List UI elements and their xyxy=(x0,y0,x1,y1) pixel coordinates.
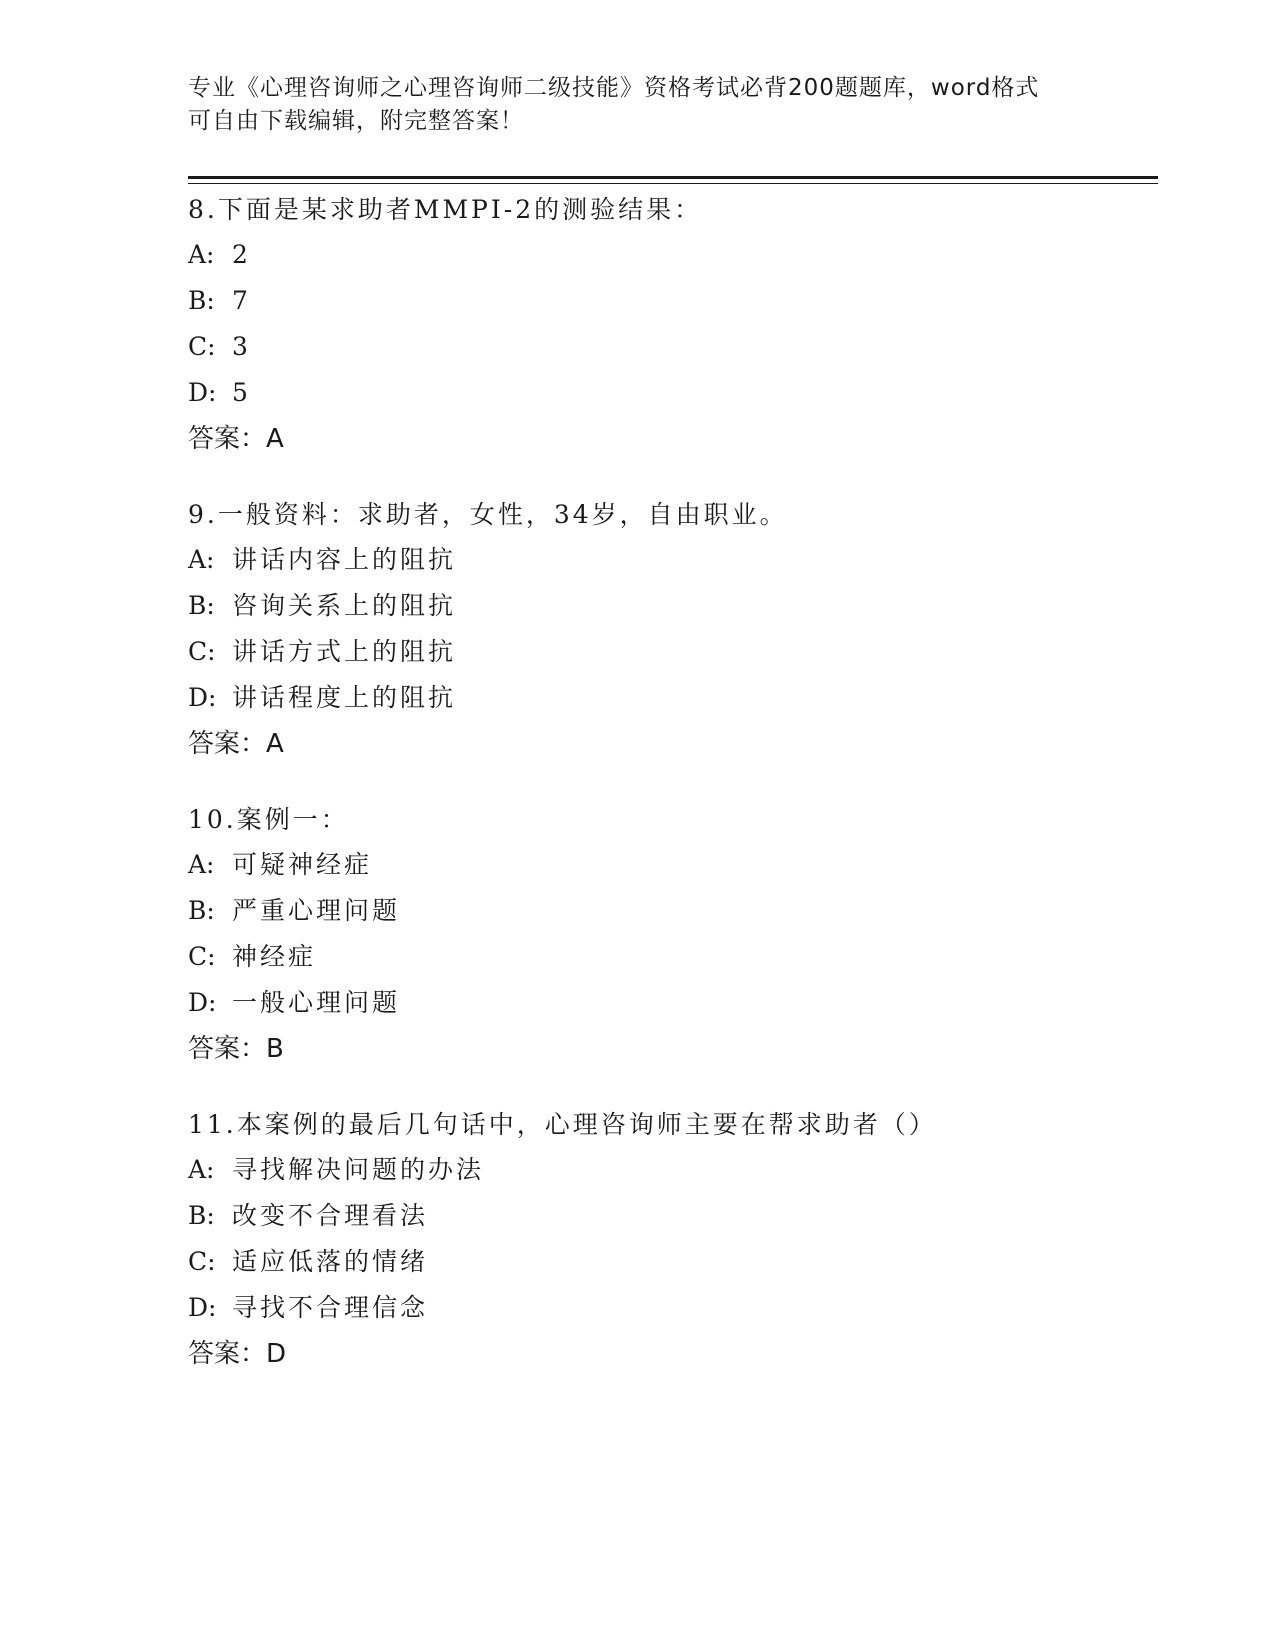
option-key: A: xyxy=(188,850,215,879)
option-text: 改变不合理看法 xyxy=(232,1201,429,1230)
option-text: 讲话方式上的阻抗 xyxy=(232,637,457,666)
option-text: 寻找不合理信念 xyxy=(232,1293,429,1322)
option-key: C: xyxy=(188,1247,216,1276)
option-text: 适应低落的情绪 xyxy=(232,1247,429,1276)
option-d xyxy=(188,675,1148,721)
question-title: 9.一般资料：求助者，女性，34岁，自由职业。 xyxy=(188,500,788,529)
question-11 xyxy=(188,1102,1148,1377)
option-key: B: xyxy=(188,896,215,925)
option-key: A: xyxy=(188,545,215,574)
document-header xyxy=(188,72,1078,138)
option-a xyxy=(188,537,1148,583)
header-rule-thin xyxy=(188,183,1158,184)
option-d xyxy=(188,1285,1148,1331)
option-key: C: xyxy=(188,332,216,361)
question-title: 10.案例一： xyxy=(188,805,349,834)
question-8 xyxy=(188,187,1148,462)
option-b xyxy=(188,888,1148,934)
option-key: B: xyxy=(188,1201,215,1230)
header-line-1: 专业《心理咨询师之心理咨询师二级技能》资格考试必背200题题库，word格式 xyxy=(188,75,1040,101)
option-key: D: xyxy=(188,1293,217,1322)
option-text: 5 xyxy=(232,378,251,407)
option-text: 神经症 xyxy=(232,942,317,971)
option-c xyxy=(188,934,1148,980)
option-key: A: xyxy=(188,240,215,269)
option-text: 一般心理问题 xyxy=(232,988,401,1017)
option-text: 咨询关系上的阻抗 xyxy=(232,591,457,620)
question-9 xyxy=(188,492,1148,767)
option-text: 讲话程度上的阻抗 xyxy=(232,683,457,712)
option-key: C: xyxy=(188,637,216,666)
option-text: 7 xyxy=(232,286,251,315)
option-key: D: xyxy=(188,683,217,712)
option-a xyxy=(188,842,1148,888)
option-key: B: xyxy=(188,286,215,315)
header-rule-thick xyxy=(188,176,1158,179)
option-text: 可疑神经症 xyxy=(232,850,373,879)
option-key: C: xyxy=(188,942,216,971)
question-title: 11.本案例的最后几句话中，心理咨询师主要在帮求助者（） xyxy=(188,1110,937,1139)
option-d xyxy=(188,370,1148,416)
question-title: 8.下面是某求助者MMPI-2的测验结果： xyxy=(188,195,703,224)
option-key: A: xyxy=(188,1155,215,1184)
option-text: 2 xyxy=(232,240,251,269)
option-b xyxy=(188,1193,1148,1239)
option-b xyxy=(188,583,1148,629)
option-text: 严重心理问题 xyxy=(232,896,401,925)
answer-line: 答案：A xyxy=(188,424,284,454)
option-c xyxy=(188,1239,1148,1285)
option-text: 讲话内容上的阻抗 xyxy=(232,545,457,574)
option-c xyxy=(188,629,1148,675)
option-text: 3 xyxy=(232,332,251,361)
option-c xyxy=(188,324,1148,370)
question-10 xyxy=(188,797,1148,1072)
answer-line: 答案：B xyxy=(188,1034,284,1064)
header-line-2: 可自由下载编辑，附完整答案！ xyxy=(188,108,524,134)
answer-line: 答案：D xyxy=(188,1339,287,1369)
option-text: 寻找解决问题的办法 xyxy=(232,1155,485,1184)
option-a xyxy=(188,1147,1148,1193)
option-d xyxy=(188,980,1148,1026)
option-key: B: xyxy=(188,591,215,620)
option-a xyxy=(188,232,1148,278)
option-key: D: xyxy=(188,378,217,407)
option-key: D: xyxy=(188,988,217,1017)
answer-line: 答案：A xyxy=(188,729,284,759)
option-b xyxy=(188,278,1148,324)
